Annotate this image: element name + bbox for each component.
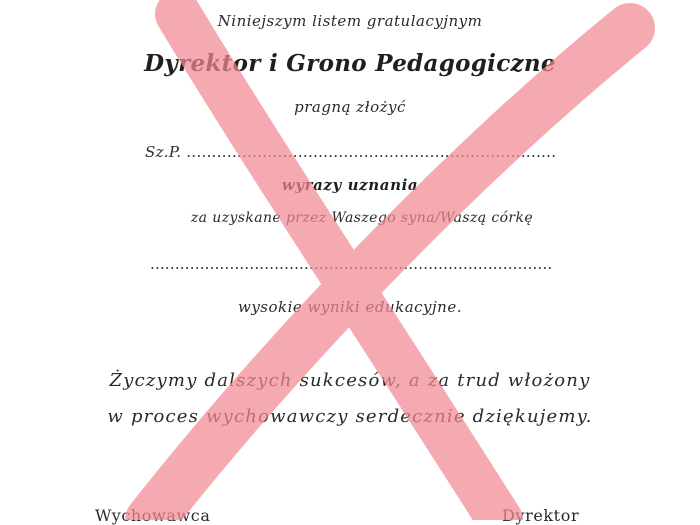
child-name-line: ................................................................................. xyxy=(150,255,553,273)
reason-text: za uzyskane przez Waszego syna/Waszą córkę xyxy=(190,210,534,226)
intro-text: Niniejszym listem gratulacyjnym xyxy=(217,12,483,30)
signature-teacher: Wychowawca xyxy=(95,506,211,525)
recipient-line: Sz.P. ......................................................................... xyxy=(145,143,557,161)
results-text: wysokie wyniki edukacyjne. xyxy=(237,298,462,316)
closing-line-2: w proces wychowawczy serdecznie dziękujemy. xyxy=(107,406,593,427)
heading-title: Dyrektor i Grono Pedagogiczne xyxy=(144,50,556,77)
closing-line-1: Życzymy dalszych sukcesów, a za trud włożony xyxy=(109,370,591,391)
wish-text: pragną złożyć xyxy=(294,98,406,116)
signature-director: Dyrektor xyxy=(502,506,580,525)
appreciation-text: wyrazy uznania xyxy=(281,176,419,194)
